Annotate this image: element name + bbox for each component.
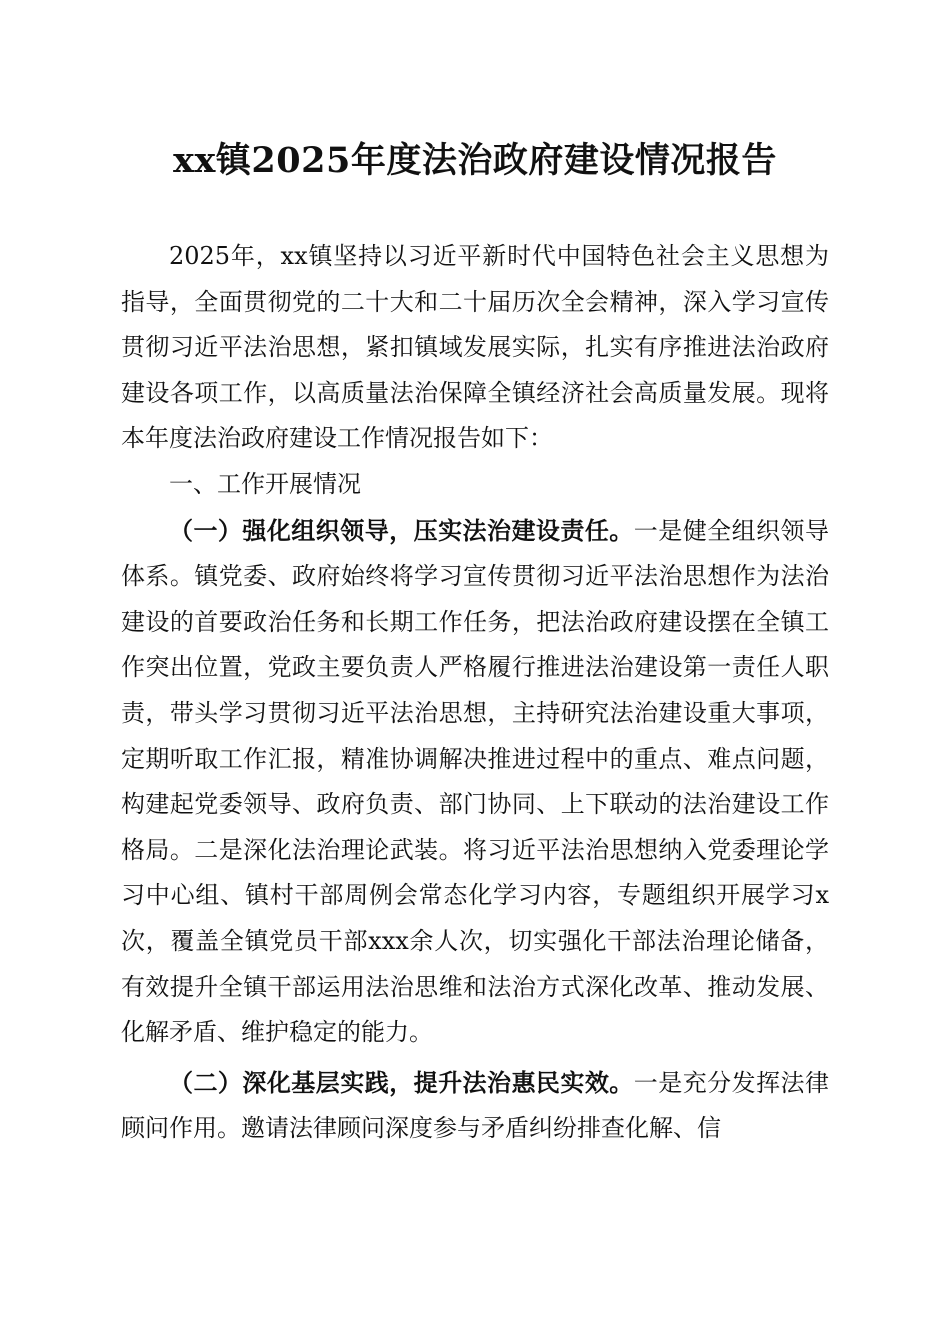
subsection-heading-1: （一）强化组织领导，压实法治建设责任。 <box>169 515 634 545</box>
document-body <box>121 234 829 1152</box>
intro-paragraph: 2025年，xx镇坚持以习近平新时代中国特色社会主义思想为指导，全面贯彻党的二十大和二十届历次全会精神，深入学习宣传贯彻习近平法治思想，紧扣镇域发展实际，扎实有序推进法治政府建设各项工作，以高质量法治保障全镇经济社会高质量发展。现将本年度法治政府建设工作情况报告如下： <box>121 242 829 453</box>
subsection-paragraph-1 <box>121 508 829 1056</box>
section-heading: 一、工作开展情况 <box>169 469 361 498</box>
subsection-paragraph-2 <box>121 1060 829 1152</box>
subsection-heading-2: （二）深化基层实践，提升法治惠民实效。 <box>169 1067 634 1097</box>
subsection-text-2: 一是充分发挥法律顾问作用。邀请法律顾问深度参与矛盾纠纷排查化解、信 <box>121 1068 830 1143</box>
document-title: xx镇2025年度法治政府建设情况报告 <box>173 140 777 181</box>
subsection-text-1: 一是健全组织领导体系。镇党委、政府始终将学习宣传贯彻习近平法治思想作为法治建设的首要政治任务和长期工作任务，把法治政府建设摆在全镇工作突出位置，党政主要负责人严格履行推进法治建设第一责任人职责，带头学习贯彻习近平法治思想，主持研究法治建设重大事项，定期听取工作汇报，精准协调解决推进过程中的重点、难点问题，构建起党委领导、政府负责、部门协同、上下联动的法治建设工作格局。二是深化法治理论武装。将习近平法治思想纳入党委理论学习中心组、镇村干部周例会常态化学习内容，专题组织开展学习x次，覆盖全镇党员干部xxx余人次，切实强化干部法治理论储备，有效提升全镇干部运用法治思维和法治方式深化改革、推动发展、化解矛盾、维护稳定的能力。 <box>121 516 830 1047</box>
